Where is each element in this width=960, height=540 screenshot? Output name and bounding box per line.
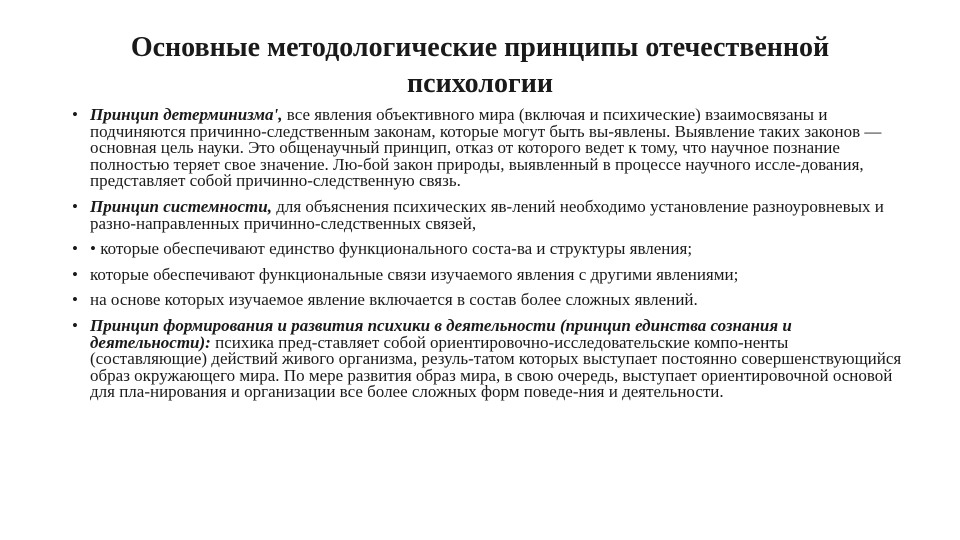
principle-term: Принцип формирования и развития психики в деятельности (принцип единства сознания и деятельности): [90, 315, 792, 352]
principle-text: для объяснения психических яв-лений необходимо установление разноуровневых и разно-направленных причинно-следственных связей, [90, 196, 884, 233]
list-item [72, 315, 902, 402]
slide-title: Основные методологические принципы отечественной психологии [130, 32, 830, 99]
bullet-icon: • [72, 105, 78, 124]
bullet-icon: • [72, 290, 78, 310]
principle-text: все явления объективного мира (включая и психические) взаимосвязаны и подчиняются причинно-следственным законам, которые могут быть вы-явлены. Выявление таких законов — основная цель науки. Это общенаучный принцип, отказ от которого ведет к тому, что научное познание полностью теряет свое значение. Лю-бой закон природы, выявленный в процессе научного иссле-дования, представляет собой причинно-следственную связь. [90, 105, 882, 191]
principles-list [72, 107, 902, 410]
bullet-icon: • [72, 315, 78, 335]
principle-text: которые обеспечивают функциональные связи изучаемого явления с другими явлениями; [90, 264, 739, 284]
principle-text: на основе которых изучаемое явление включается в состав более сложных явлений. [90, 290, 698, 310]
bullet-icon: • [72, 239, 78, 259]
list-item [72, 241, 902, 258]
principle-text: психика пред-ставляет собой ориентировочно-исследовательские компо-ненты (составляющие) действий живого организма, резуль-татом которых выступает постоянно совершенствующийся образ окружающего мира. По мере развития образ мира, в свою очередь, выступает ориентировочной основой для пла-нирования и организации все более сложных форм поведе-ния и деятельности. [90, 332, 902, 402]
list-item [72, 196, 902, 233]
bullet-icon: • [72, 196, 78, 216]
bullet-icon: • [72, 264, 78, 284]
list-item [72, 107, 902, 190]
principle-term: Принцип детерминизма', [90, 105, 283, 124]
list-item [72, 264, 902, 284]
list-item [72, 292, 902, 309]
principle-term: Принцип системности, [90, 196, 272, 216]
principle-text: • которые обеспечивают единство функционального соста-ва и структуры явления; [90, 239, 693, 259]
